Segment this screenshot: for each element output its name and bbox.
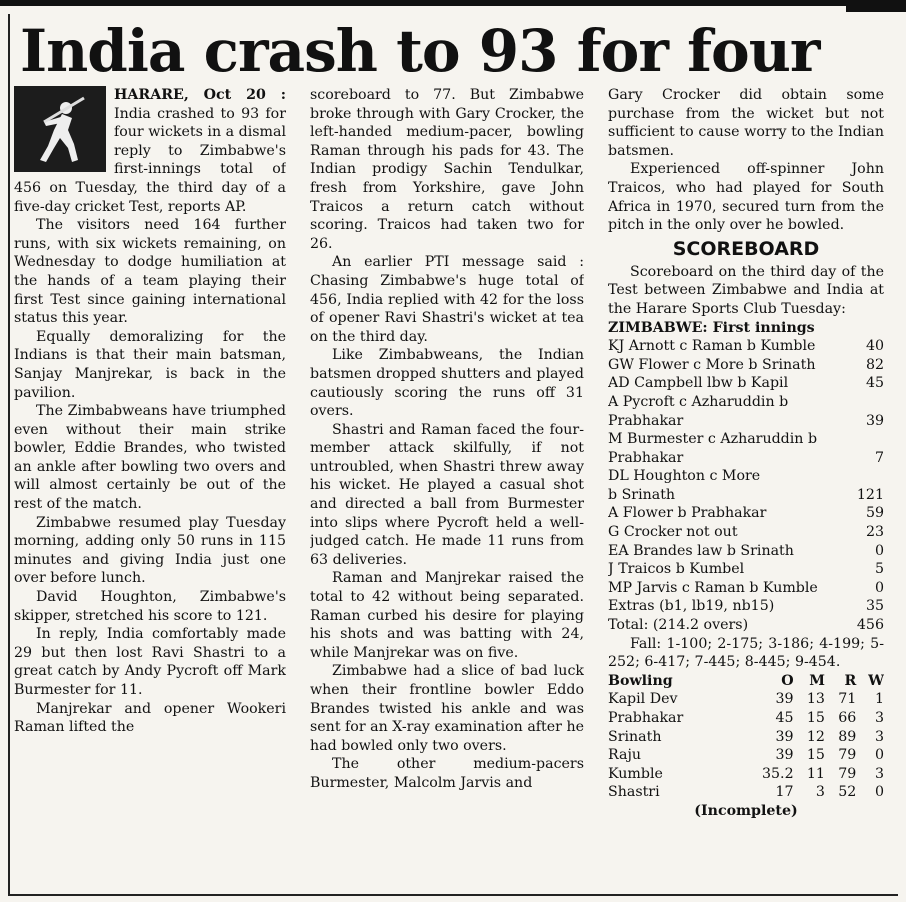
batting-row bbox=[608, 579, 884, 598]
article-paragraph: Zimbabwe resumed play Tuesday morning, adding only 50 runs in 115 minutes and giving India just one over before lunch. bbox=[14, 514, 286, 587]
batsman-name: Total: (214.2 overs) bbox=[608, 617, 749, 634]
batting-row bbox=[608, 486, 884, 505]
batting-row bbox=[608, 430, 884, 449]
batsman-name: DL Houghton c More bbox=[608, 468, 761, 485]
bowling-cell: 66 bbox=[838, 710, 857, 726]
bowling-header-cell: W bbox=[868, 672, 884, 689]
bowling-cell: 35.2 bbox=[762, 765, 794, 782]
article-column-1 bbox=[14, 86, 286, 892]
batsman-runs: 7 bbox=[874, 449, 884, 466]
article-paragraph: The visitors need 164 further runs, with six wickets remaining, on Wednesday to dodge humiliation at the hands of a team playing their first Test since gaining international status this year. bbox=[14, 217, 286, 327]
fall-of-wickets: Fall: 1-100; 2-175; 3-186; 4-199; 5-252; 6-417; 7-445; 8-445; 9-454. bbox=[608, 635, 884, 671]
headline: India crash to 93 for four bbox=[20, 17, 820, 85]
batsman-name: MP Jarvis c Raman b Kumble bbox=[608, 579, 818, 596]
batting-row bbox=[608, 504, 884, 523]
bowling-cell: 79 bbox=[838, 765, 857, 782]
article-paragraph: In reply, India comfortably made 29 but then lost Ravi Shastri to a great catch by Andy Pycroft off Mark Burmester for 11. bbox=[14, 626, 286, 698]
article-paragraph: Manjrekar and opener Wookeri Raman lifted the bbox=[14, 700, 286, 736]
bowling-row bbox=[608, 690, 884, 709]
bowling-header-cell: R bbox=[844, 672, 857, 689]
bowling-cell: 3 bbox=[874, 710, 884, 726]
batsman-runs: 0 bbox=[874, 579, 884, 596]
batting-row bbox=[608, 597, 884, 616]
batsman-runs: 82 bbox=[865, 356, 884, 373]
bowling-row bbox=[608, 709, 884, 728]
batsman-name: Extras (b1, lb19, nb15) bbox=[608, 598, 775, 615]
batsman-runs: 456 bbox=[856, 617, 884, 634]
bowling-cell: 39 bbox=[775, 691, 794, 708]
batting-row bbox=[608, 412, 884, 431]
batsman-name: AD Campbell lbw b Kapil bbox=[608, 375, 789, 392]
article-paragraph: Like Zimbabweans, the Indian batsmen dropped shutters and played cautiously scoring the runs off 31 overs. bbox=[310, 347, 584, 420]
batsman-name: A Flower b Prabhakar bbox=[608, 505, 767, 522]
batting-list bbox=[608, 337, 884, 635]
batsman-name: GW Flower c More b Srinath bbox=[608, 356, 816, 373]
batting-row bbox=[608, 393, 884, 412]
batting-row bbox=[608, 337, 884, 356]
innings-heading: ZIMBABWE: First innings bbox=[608, 319, 815, 336]
bowling-row bbox=[608, 765, 884, 784]
article-paragraph: The other medium-pacers Burmester, Malcolm Jarvis and bbox=[310, 756, 584, 791]
batsman-name: b Srinath bbox=[608, 486, 676, 503]
bowling-header-cell: M bbox=[809, 672, 825, 689]
bowling-cell: 15 bbox=[806, 747, 825, 764]
article-paragraph: Raman and Manjrekar raised the total to 42 without being separated. Raman curbed his desire for playing his shots and was batting with 24, while Manjrekar was on five. bbox=[310, 570, 584, 661]
batsman-silhouette-icon bbox=[14, 86, 106, 172]
batsman-name: M Burmester c Azharuddin b bbox=[608, 431, 818, 448]
bowling-cell: Prabhakar bbox=[608, 710, 684, 726]
bowling-table bbox=[608, 672, 884, 802]
batting-row bbox=[608, 560, 884, 579]
article-paragraph: scoreboard to 77. But Zimbabwe broke through with Gary Crocker, the left-handed medium-pacer, bowling Raman through his pads for 43. The Indian prodigy Sachin Tendulkar, fresh from Yorkshire, gave John Traicos a return catch without scoring. Traicos had taken two for 26. bbox=[310, 87, 584, 252]
batsman-runs: 45 bbox=[865, 375, 884, 392]
batsman-runs: 5 bbox=[874, 561, 884, 578]
bowling-cell: Raju bbox=[608, 747, 642, 764]
batsman-runs: 23 bbox=[865, 524, 884, 541]
article-paragraph: The Zimbabweans have triumphed even without their main strike bowler, Eddie Brandes, who twisted an ankle after bowling two overs and will almost certainly be out of the rest of the match. bbox=[14, 403, 286, 513]
bowling-cell: 1 bbox=[874, 691, 884, 708]
batsman-name: KJ Arnott c Raman b Kumble bbox=[608, 338, 816, 355]
article-paragraph: Experienced off-spinner John Traicos, who had played for South Africa in 1970, secured turn from the pitch in the only over he bowled. bbox=[608, 161, 884, 234]
article-paragraph: Zimbabwe had a slice of bad luck when their frontline bowler Eddo Brandes twisted his ankle and was sent for an X-ray examination after he had bowled only two overs. bbox=[310, 663, 584, 754]
bowling-cell: Kapil Dev bbox=[608, 691, 678, 708]
bowling-cell: 52 bbox=[838, 784, 857, 801]
bowling-cell: 71 bbox=[838, 691, 857, 708]
batsman-name: A Pycroft c Azharuddin b bbox=[608, 393, 789, 410]
batting-row bbox=[608, 467, 884, 486]
batting-row bbox=[608, 523, 884, 542]
article-column-3 bbox=[608, 86, 884, 892]
bowling-cell: 89 bbox=[838, 728, 857, 745]
batsman-runs: 121 bbox=[856, 486, 884, 503]
bowling-cell: 15 bbox=[806, 710, 825, 726]
bowling-cell: 39 bbox=[775, 747, 794, 764]
batsman-runs: 59 bbox=[865, 505, 884, 522]
article-paragraph: Shastri and Raman faced the four-member attack skilfully, if not untroubled, when Shastri threw away his wicket. He played a casual shot and directed a ball from Burmester into slips where Pycroft held a well-judged catch. He made 11 runs from 63 deliveries. bbox=[310, 421, 584, 568]
cricketer-photo bbox=[14, 86, 106, 172]
batting-row bbox=[608, 616, 884, 635]
top-rule bbox=[0, 0, 906, 6]
batting-row bbox=[608, 449, 884, 468]
article-paragraph: David Houghton, Zimbabwe's skipper, stretched his score to 121. bbox=[14, 589, 286, 624]
bowling-cell: 45 bbox=[775, 710, 794, 726]
scoreboard-title: SCOREBOARD bbox=[672, 237, 820, 260]
article-paragraph: Equally demoralizing for the Indians is that their main batsman, Sanjay Manjrekar, is back in the pavilion. bbox=[14, 328, 286, 401]
bowling-cell: 39 bbox=[775, 728, 794, 745]
top-rule-tab bbox=[846, 0, 906, 12]
batsman-runs: 35 bbox=[865, 598, 884, 615]
batsman-runs: 40 bbox=[865, 338, 884, 355]
batsman-name: G Crocker not out bbox=[608, 524, 738, 541]
bowling-cell: 0 bbox=[874, 784, 884, 801]
bowling-cell: 3 bbox=[874, 765, 884, 782]
bowling-cell: 17 bbox=[775, 784, 794, 801]
batting-row bbox=[608, 374, 884, 393]
bowling-cell: Shastri bbox=[608, 784, 660, 801]
batsman-name: EA Brandes law b Srinath bbox=[608, 542, 794, 559]
bowling-row bbox=[608, 728, 884, 747]
batsman-name: Prabhakar bbox=[608, 449, 684, 466]
batting-row bbox=[608, 542, 884, 561]
bowling-cell: 79 bbox=[838, 747, 857, 764]
bowling-cell: 3 bbox=[815, 784, 825, 801]
batsman-name: J Traicos b Kumbel bbox=[608, 561, 745, 578]
scoreboard-intro: Scoreboard on the third day of the Test between Zimbabwe and India at the Harare Sports Club Tuesday: bbox=[608, 263, 884, 317]
bowling-row bbox=[608, 783, 884, 802]
batsman-runs: 39 bbox=[865, 412, 884, 429]
bowling-cell: 11 bbox=[806, 765, 825, 782]
article-column-2 bbox=[310, 86, 584, 892]
batsman-runs: 0 bbox=[874, 542, 884, 559]
article-paragraph: HARARE, Oct 20 : India crashed to 93 for four wickets in a dismal reply to Zimbabwe's first-innings total of 456 on Tuesday, the third day of a five-day cricket Test, reports AP. bbox=[14, 87, 286, 215]
article-paragraph: An earlier PTI message said : Chasing Zimbabwe's huge total of 456, India replied with 42 for the loss of opener Ravi Shastri's wicket at tea on the third day. bbox=[310, 254, 584, 345]
batting-row bbox=[608, 356, 884, 375]
bowling-cell: 13 bbox=[806, 691, 825, 708]
bowling-row bbox=[608, 746, 884, 765]
bowling-header-cell: O bbox=[781, 672, 794, 689]
batsman-name: Prabhakar bbox=[608, 412, 684, 429]
bowling-cell: 0 bbox=[874, 747, 884, 764]
bowling-cell: 12 bbox=[806, 728, 825, 745]
bowling-header-cell: Bowling bbox=[608, 672, 673, 689]
bowling-cell: Kumble bbox=[608, 765, 663, 782]
bowling-cell: Srinath bbox=[608, 728, 662, 745]
dateline: HARARE, Oct 20 : bbox=[114, 87, 286, 103]
incomplete-note: (Incomplete) bbox=[694, 802, 798, 819]
article-paragraph: Gary Crocker did obtain some purchase from the wicket but not sufficient to cause worry to the Indian batsmen. bbox=[608, 87, 884, 159]
bowling-cell: 3 bbox=[874, 728, 884, 745]
bowling-header-row bbox=[608, 672, 884, 691]
